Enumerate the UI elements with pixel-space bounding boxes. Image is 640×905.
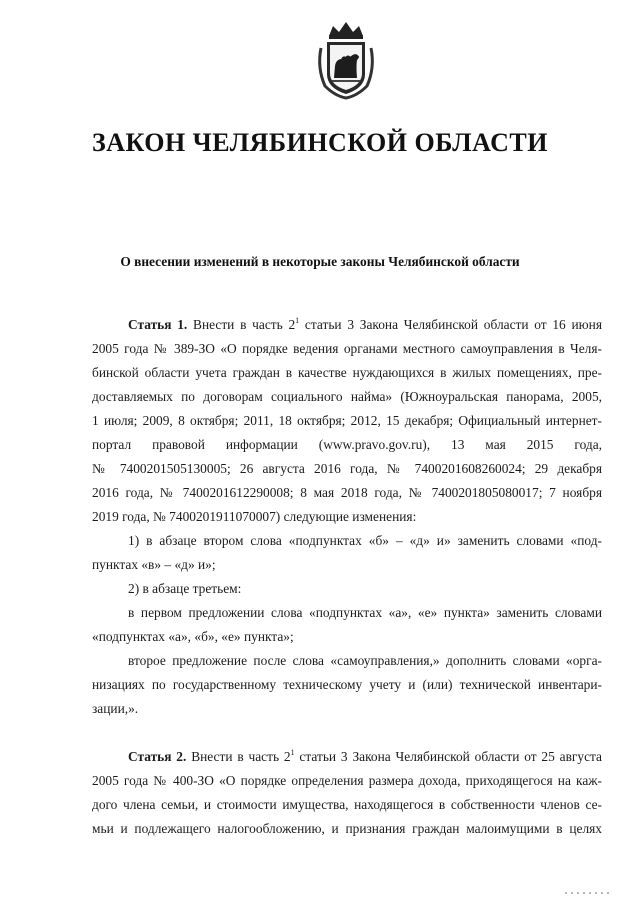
article-2 — [92, 745, 602, 841]
article-1-line: 2016 года, № 7400201612290008; 8 мая 2018 года, № 7400201805080017; 7 ноября — [92, 485, 602, 500]
article-1-item: 1) в абзаце втором слова «подпунктах «б» – «д» и» заменить словами «под- — [128, 533, 602, 548]
article-1-item: второе предложение после слова «самоуправления,» дополнить словами «орга- — [128, 653, 602, 668]
article-1-line: 2005 года № 389-ЗО «О порядке ведения органами местного самоуправления в Челя- — [92, 341, 602, 356]
article-1-item: в первом предложении слова «подпунктах «а», «е» пункта» заменить словами — [128, 605, 602, 620]
article-1-lead-tail: статьи 3 Закона Челябинской области от 16 июня — [304, 317, 602, 332]
article-2-label: Статья 2. — [128, 749, 187, 764]
article-1-line: доставляемых по договорам социального найма» (Южноуральская панорама, 2005, — [92, 389, 602, 404]
article-1-line: портал правовой информации (www.pravo.gov.ru), 13 мая 2015 года, — [92, 437, 602, 452]
article-1-item: зации,». — [92, 701, 139, 716]
law-subtitle: О внесении изменений в некоторые законы Челябинской области — [120, 254, 520, 269]
article-1-line: 1 июля; 2009, 8 октября; 2011, 18 октября; 2012, 15 декабря; Официальный интернет- — [92, 413, 602, 428]
article-2-line: дого члена семьи, и стоимости имущества, находящегося в собственности членов се- — [92, 797, 602, 812]
article-2-first-line — [92, 745, 602, 769]
article-1-line: 2019 года, № 7400201911070007) следующие изменения: — [92, 509, 417, 524]
article-1-label: Статья 1. — [128, 317, 188, 332]
article-1 — [92, 313, 602, 721]
article-1-item: «подпунктах «а», «б», «е» пункта»; — [92, 629, 294, 644]
article-1-item: 2) в абзаце третьем: — [128, 581, 242, 596]
coat-of-arms-icon — [315, 20, 377, 100]
article-1-line: № 7400201505130005; 26 августа 2016 года, № 7400201608260024; 29 декабря — [92, 461, 602, 476]
article-1-lead: Внести в часть 2 — [193, 317, 296, 332]
article-2-lead: Внести в часть 2 — [191, 749, 291, 764]
article-2-lead-tail: статьи 3 Закона Челябинской области от 25 августа — [299, 749, 602, 764]
article-2-sup: 1 — [290, 748, 295, 757]
scan-dots-decoration — [562, 889, 622, 897]
article-1-sup: 1 — [295, 316, 300, 325]
article-2-line: 2005 года № 400-ЗО «О порядке определения размера дохода, приходящегося на каж- — [92, 773, 602, 788]
article-1-first-line — [92, 313, 602, 337]
article-1-item: низациях по государственному техническому учету и (или) технической инвентари- — [92, 677, 602, 692]
article-1-item: пунктах «в» – «д» и»; — [92, 557, 216, 572]
law-title: ЗАКОН ЧЕЛЯБИНСКОЙ ОБЛАСТИ — [92, 128, 548, 157]
article-2-line: мьи и подлежащего налогообложению, и признания граждан малоимущими в целях — [92, 821, 602, 836]
article-1-line: бинской области учета граждан в качестве нуждающихся в жилых помещениях, пре- — [92, 365, 602, 380]
